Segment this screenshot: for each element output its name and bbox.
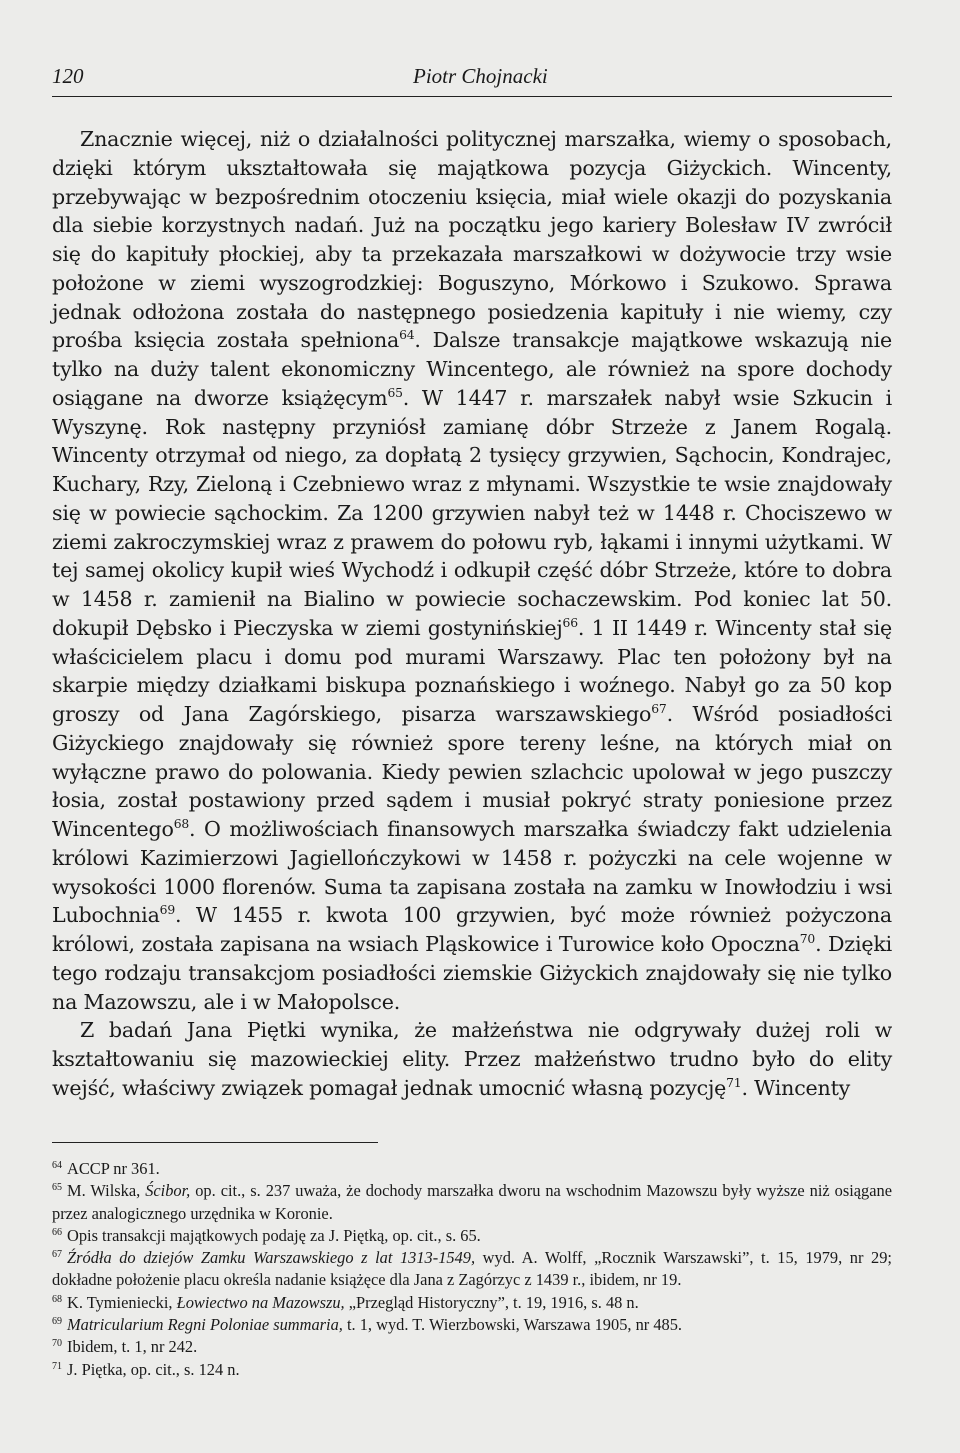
footnote: 67 Źródła do dziejów Zamku Warszawskiego z lat 1313-1549, wyd. A. Wolff, „Rocznik Warszawski”, t. 15, 1979, nr 29; dokładne położenie placu określa nadanie książęce dla Jana z Zagórzyc z 1439 r., ibidem, nr 19.: [52, 1248, 892, 1290]
footnote-ref: 68: [173, 817, 190, 832]
footnote-ref: 70: [799, 932, 816, 947]
main-text: [52, 125, 892, 1103]
footnote: 68 K. Tymieniecki, Łowiectwo na Mazowszu, „Przegląd Historyczny”, t. 19, 1916, s. 48 n.: [52, 1292, 639, 1312]
footnote-ref: 66: [562, 615, 578, 630]
footnote: 71 J. Piętka, op. cit., s. 124 n.: [52, 1359, 240, 1379]
page-number: 120: [52, 64, 84, 88]
footnote: 70 Ibidem, t. 1, nr 242.: [52, 1337, 198, 1357]
footnote-ref: 69: [159, 903, 175, 918]
running-head-author: Piotr Chojnacki: [413, 64, 548, 88]
paragraph: Znacznie więcej, niż o działalności politycznej marszałka, wiemy o sposobach, dzięki którym ukształtowała się majątkowa pozycja Giżyckich. Wincenty, przebywając w bezpośrednim otoczeniu księcia, miał wiele okazji do pozyskania dla siebie korzystnych nadań. Już na początku jego kariery Bolesław IV zwrócił się do kapituły płockiej, aby ta przekazała marszałkowi w dożywocie trzy wsie położone w ziemi wyszogrodzkiej: Boguszyno, Mórkowo i Szukowo. Sprawa jednak odłożona została do następnego posiedzenia kapituły i nie wiemy, czy prośba księcia została spełniona$^{64}$. Dalsze transakcje majątkowe wskazują nie tylko na duży talent ekonomiczny Wincentego, ale również na spore dochody osiągane na dworze książęcym$^{65}$. W 1447 r. marszałek nabył wsie Szkucin i Wyszynę. Rok następny przyniósł zamianę dóbr Strzeże z Janem Rogalą. Wincenty otrzymał od niego, za dopłatą 2 tysięcy grzywien, Sąchocin, Kondrajec, Kuchary, Rzy, Zieloną i Czebniewo wraz z młynami. Wszystkie te wsie znajdowały się w powiecie sąchockim. Za 1200 grzywien nabył też w 1448 r. Chociszewo w ziemi zakroczymskiej wraz z prawem do połowu ryb, łąkami i innymi użytkami. W tej samej okolicy kupił wieś Wychodź i odkupił część dóbr Strzeże, które to dobra w 1458 r. zamienił na Bialino w powiecie sochaczewskim. Pod koniec lat 50. dokupił Dębsko i Pieczyska w ziemi gostynińskiej$^{66}$. 1 II 1449 r. Wincenty stał się właścicielem placu i domu pod murami Warszawy. Plac ten położony był na skarpie między działkami biskupa poznańskiego i woźnego. Nabył go za 50 kop groszy od Jana Zagórskiego, pisarza warszawskiego$^{67}$. Wśród posiadłości Giżyckiego znajdowały się również spore tereny leśne, na których miał on wyłączne prawo do polowania. Kiedy pewien szlachcic upolował w jego puszczy łosia, został postawiony przed sądem i musiał pokryć straty poniesione przez Wincentego$^{68}$. O możliwościach finansowych marszałka świadczy fakt udzielenia królowi Kazimierzowi Jagiellończykowi w 1458 r. pożyczki na cele wojenne w wysokości 1000 florenów. Suma ta zapisana została na zamku w Inowłodziu i wsi Lubochnia$^{69}$. W 1455 r. kwota 100 grzywien, być może również pożyczona królowi, została zapisana na wsiach Pląskowice i Turowice koło Opoczna$^{70}$. Dzięki tego rodzaju transakcjom posiadłości ziemskie Giżyckich znajdowały się nie tylko na Mazowszu, ale i w Małopolsce.: [52, 127, 892, 1014]
footnote-ref: 71: [726, 1075, 742, 1090]
footnotes: [52, 1158, 892, 1381]
footnote: 66 Opis transakcji majątkowych podaję za J. Piętką, op. cit., s. 65.: [52, 1225, 481, 1245]
footnote: 64 ACCP nr 361.: [52, 1159, 160, 1178]
footnote-divider: [52, 1142, 378, 1143]
footnote-ref: 65: [387, 385, 403, 400]
footnote-ref: 64: [399, 328, 415, 343]
footnote-ref: 67: [651, 702, 667, 717]
footnote: 65 M. Wilska, Ścibor, op. cit., s. 237 uważa, że dochody marszałka dworu na wschodnim Mazowszu były wyższe niż osiągane przez analogicznego urzędnika w Koronie.: [52, 1181, 892, 1223]
footnote: 69 Matricularium Regni Poloniae summaria, t. 1, wyd. T. Wierzbowski, Warszawa 1905, nr 485.: [52, 1315, 683, 1335]
paragraph: Z badań Jana Piętki wynika, że małżeństwa nie odgrywały dużej roli w kształtowaniu się mazowieckiej elity. Przez małżeństwo trudno było do elity wejść, właściwy związek pomagał jednak umocnić własną pozycję$^{71}$. Wincenty: [52, 1018, 892, 1100]
page-header: [52, 62, 892, 97]
